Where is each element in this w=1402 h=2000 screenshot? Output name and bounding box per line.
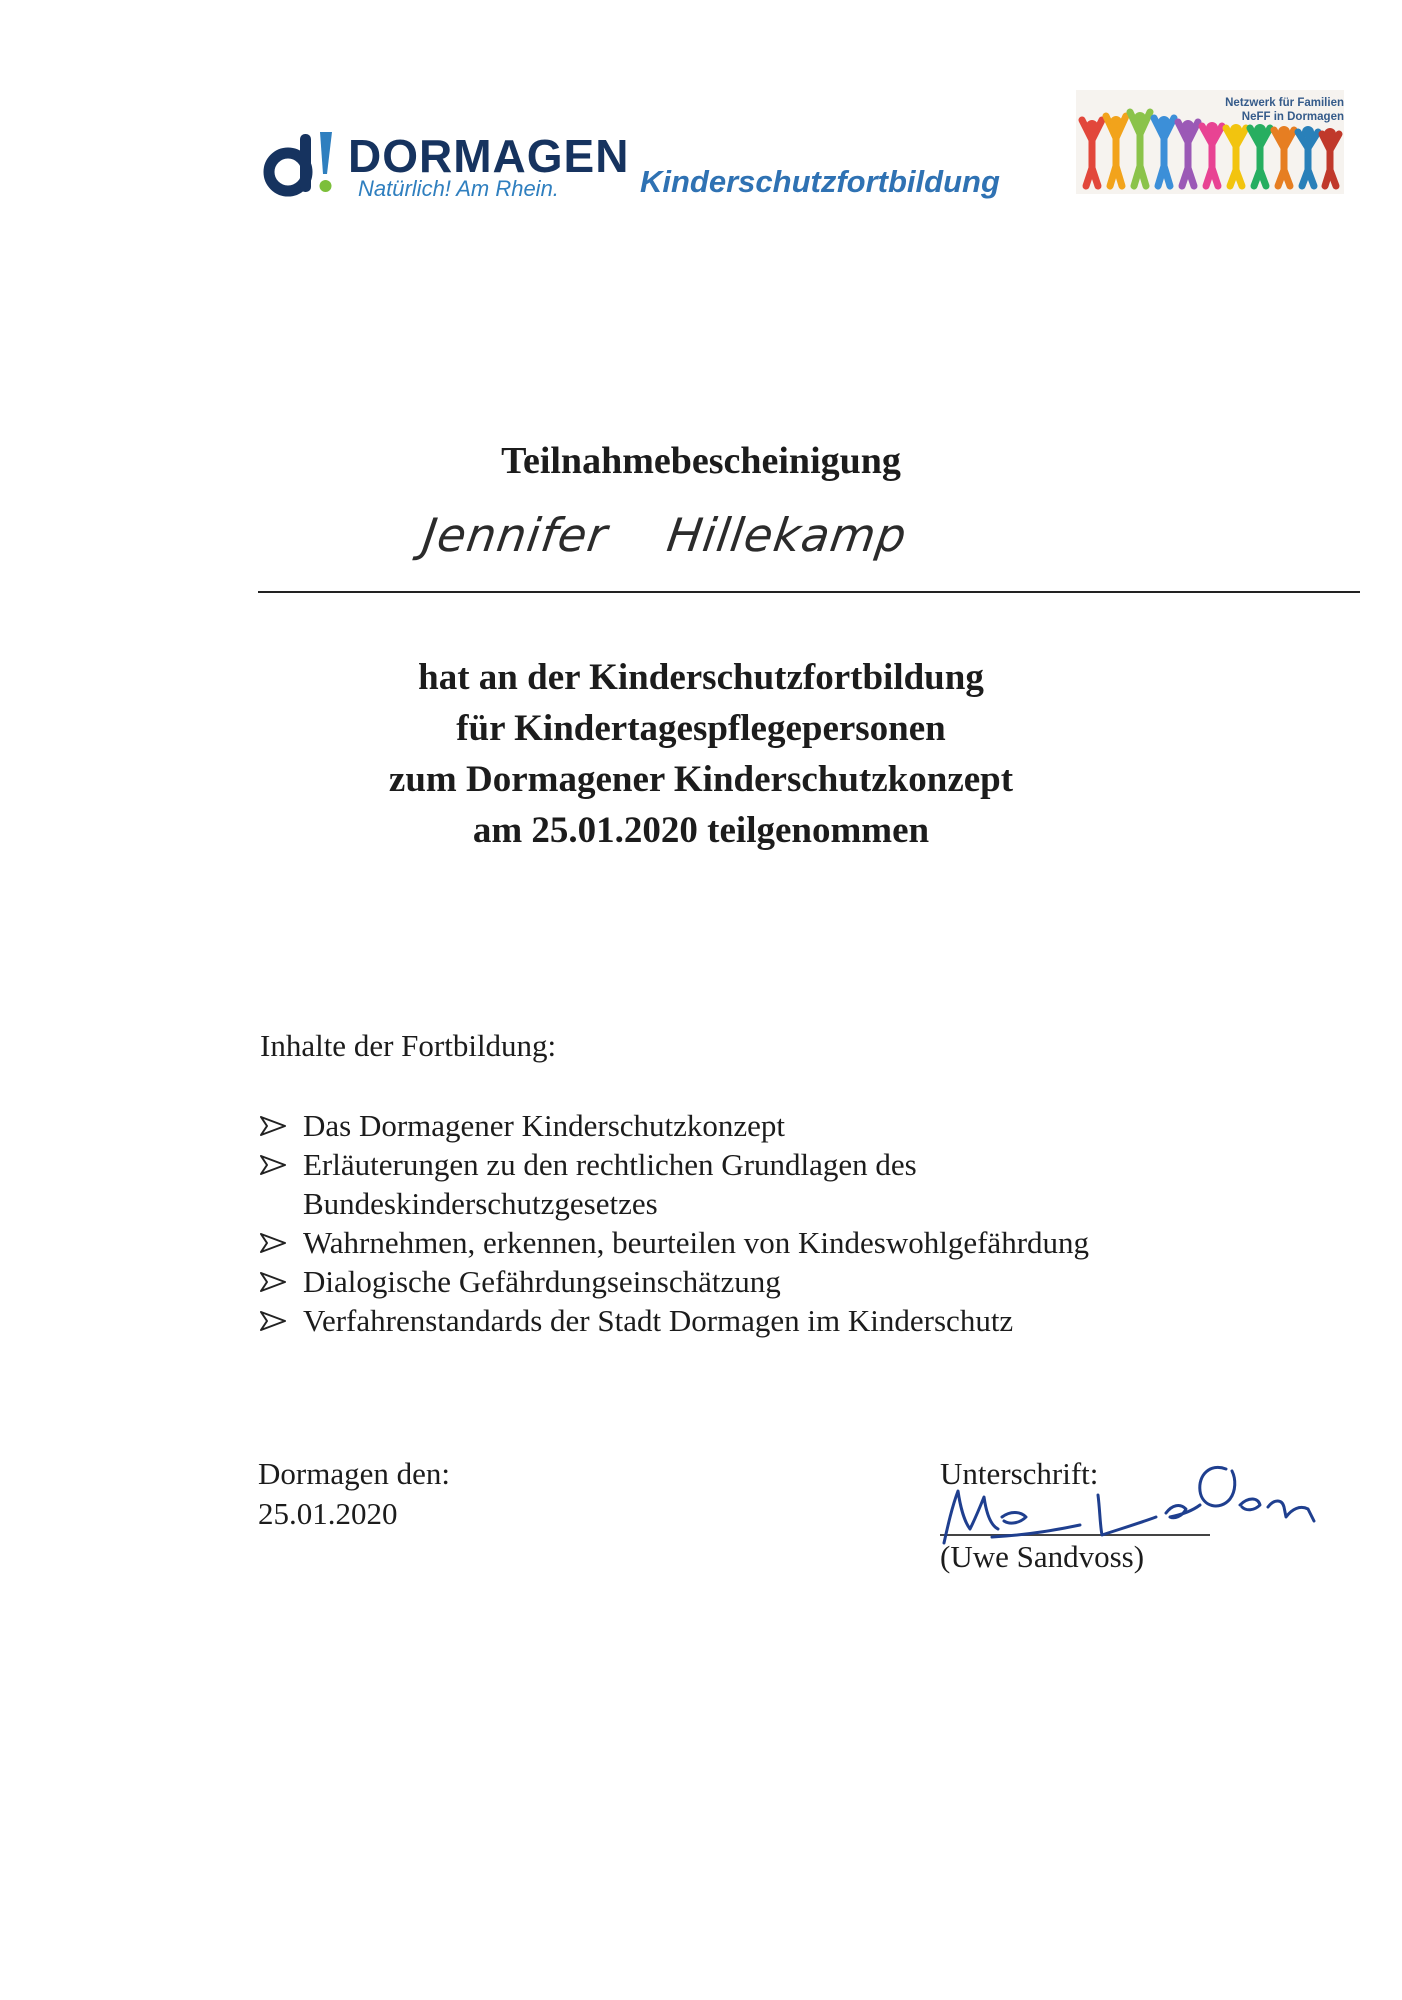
- logo-tagline: Natürlich! Am Rhein.: [358, 176, 559, 201]
- list-item-text: Das Dormagener Kinderschutzkonzept: [303, 1108, 786, 1143]
- signature-label: Unterschrift:: [940, 1456, 1099, 1491]
- list-item-text: Verfahrenstandards der Stadt Dormagen im Kinderschutz: [303, 1303, 1014, 1338]
- arrowhead-bullet-icon: [260, 1233, 286, 1253]
- header-title: Kinderschutzfortbildung: [640, 164, 1000, 199]
- dormagen-logo: [262, 128, 630, 201]
- statement-line: hat an der Kinderschutzfortbildung: [418, 657, 984, 698]
- name-underline: [258, 591, 1360, 593]
- certificate-title: Teilnahmebescheinigung: [501, 440, 901, 482]
- arrowhead-bullet-icon: [260, 1272, 286, 1292]
- place-label: Dormagen den:: [258, 1456, 450, 1491]
- participant-last-name: Hillekamp: [663, 508, 911, 562]
- list-item: [260, 1106, 1260, 1145]
- arrowhead-bullet-icon: [260, 1116, 286, 1136]
- list-item: [260, 1223, 1260, 1262]
- statement-line: für Kindertagespflegepersonen: [456, 708, 946, 749]
- handwritten-signature: [930, 1425, 1320, 1560]
- participation-statement: [0, 652, 1402, 856]
- participant-first-name: Jennifer: [419, 508, 612, 562]
- list-item-text: Dialogische Gefährdungseinschätzung: [303, 1264, 781, 1299]
- list-item-text: Erläuterungen zu den rechtlichen Grundlagen des Bundeskinderschutzgesetzes: [303, 1147, 917, 1221]
- participant-name: [419, 508, 911, 562]
- statement-line: zum Dormagener Kinderschutzkonzept: [388, 759, 1014, 800]
- statement-line: am 25.01.2020 teilgenommen: [472, 810, 930, 851]
- list-item: [260, 1301, 1260, 1340]
- contents-heading: Inhalte der Fortbildung:: [260, 1028, 557, 1063]
- neff-logo-line1: Netzwerk für Familien: [1225, 97, 1344, 109]
- arrowhead-bullet-icon: [260, 1155, 286, 1175]
- arrowhead-bullet-icon: [260, 1311, 286, 1331]
- neff-logo: [1076, 90, 1344, 194]
- list-item: [260, 1262, 1260, 1301]
- contents-list: [260, 1106, 1260, 1340]
- issue-date: 25.01.2020: [258, 1496, 398, 1531]
- list-item-text: Wahrnehmen, erkennen, beurteilen von Kindeswohlgefährdung: [303, 1225, 1090, 1260]
- list-item: [260, 1145, 1023, 1223]
- neff-logo-line2: NeFF in Dormagen: [1241, 111, 1344, 123]
- signatory-name: (Uwe Sandvoss): [940, 1539, 1145, 1574]
- logo-name: DORMAGEN: [348, 130, 630, 182]
- neff-logo-text: [1168, 96, 1344, 124]
- dormagen-d-icon: [262, 128, 342, 200]
